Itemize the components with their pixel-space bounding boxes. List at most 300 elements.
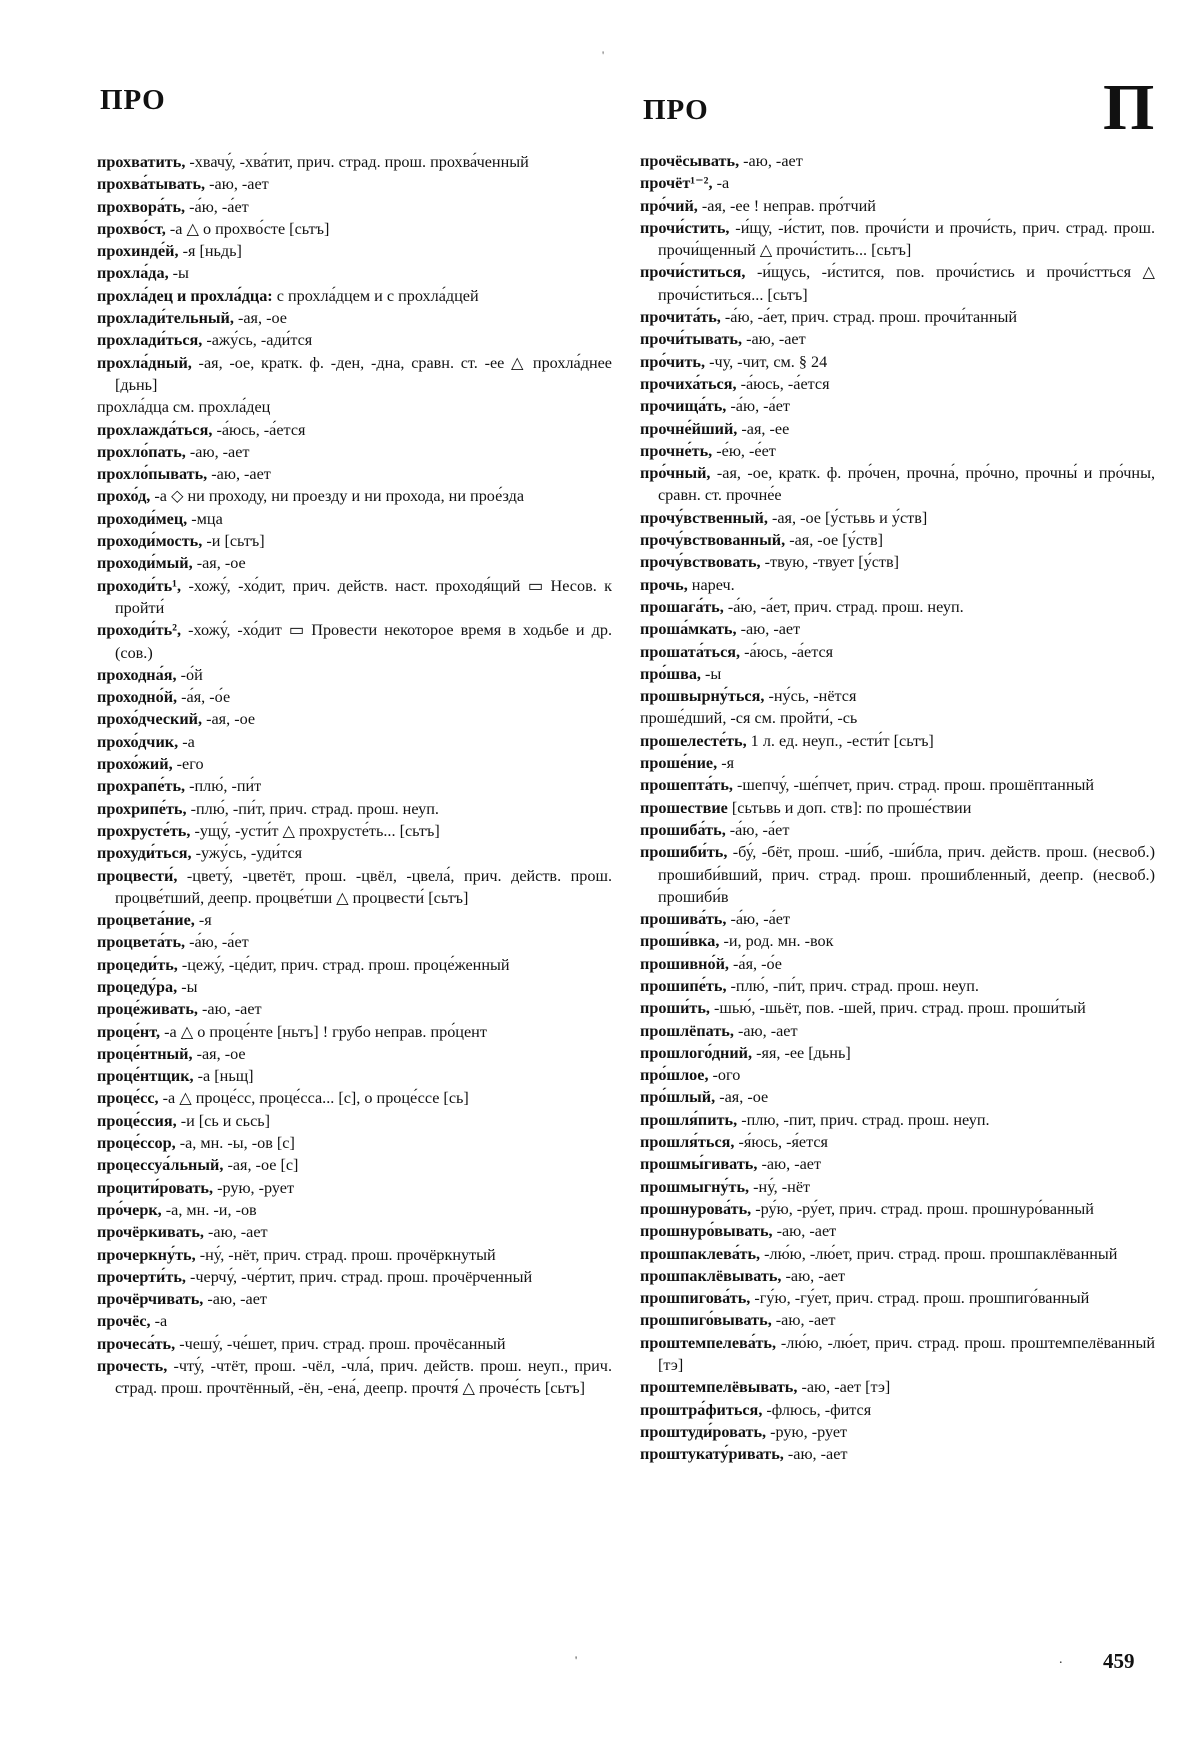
entry-body: -аю, -ает <box>772 1222 837 1241</box>
dictionary-entry <box>97 731 612 753</box>
entry-body: -гу́ю, -гу́ет, прич. страд. прош. прошпиго́ванный <box>750 1289 1090 1308</box>
dictionary-entry <box>640 1020 1155 1042</box>
entry-body: -хожу́, -хо́дит ▭ Провести некоторое время в ходьбе и др. (сов.) <box>115 621 612 662</box>
dictionary-entry <box>640 1220 1155 1242</box>
entry-headword: проши́ть, <box>640 999 710 1018</box>
entry-body: [сьтьвь и доп. ств]: по проше́ствии <box>727 798 972 817</box>
entry-headword: прохуди́ться, <box>97 844 192 863</box>
entry-headword: прочеркну́ть, <box>97 1245 196 1264</box>
entry-body: -а́ю, -а́ет <box>726 910 791 929</box>
entry-body: -цвету́, -цветёт, прош. -цвёл, -цвела́, прич. действ. прош. процве́тший, деепр. процве́тши △ процвести́ [сьтъ] <box>115 866 612 907</box>
entry-body: -и́щусь, -и́стится, пов. прочи́стись и прочи́стться △ прочи́ститься... [сьтъ] <box>658 263 1155 304</box>
entry-headword: прохрапе́ть, <box>97 777 186 796</box>
entry-headword: прошлёпать, <box>640 1021 734 1040</box>
dictionary-entry <box>97 240 612 262</box>
entry-body: -а ◇ ни проходу, ни проезду и ни прохода, ни прое́зда <box>150 487 525 506</box>
dictionary-entry <box>640 730 1155 752</box>
dictionary-entry <box>640 707 1155 729</box>
entry-body: -твую, -твует [у́ств] <box>760 553 900 572</box>
entry-body: -аю, -ает <box>205 175 269 194</box>
dictionary-entry <box>97 1087 612 1109</box>
dictionary-entry <box>97 865 612 910</box>
dictionary-entry <box>640 418 1155 440</box>
entry-body: -а́я, -о́е <box>177 688 231 707</box>
entry-headword: прохрипе́ть, <box>97 799 187 818</box>
entry-headword: прочи́стить, <box>640 218 730 237</box>
dictionary-entry <box>640 1443 1155 1465</box>
entry-body: -аю, -ает <box>733 1021 798 1040</box>
entry-body: -лю́ю, -лю́ет, прич. страд. прош. проштемпелёванный [тэ] <box>658 1333 1155 1375</box>
entry-body: -ая, -ое <box>715 1088 769 1107</box>
entry-headword: прохва́тывать, <box>97 175 206 194</box>
entry-headword: про́чный, <box>640 464 711 483</box>
entry-headword: прошепта́ть, <box>640 776 733 795</box>
dictionary-entry <box>640 217 1155 262</box>
entry-body: -аю, -ает <box>771 1311 836 1330</box>
entry-headword: прохлади́тельный, <box>97 309 234 328</box>
entry-headword: прочне́йший, <box>640 419 738 438</box>
entry-body: прохла́дца см. прохла́дец <box>97 398 271 417</box>
dictionary-entry <box>97 575 612 620</box>
entry-body: 1 л. ед. неуп., -ести́т [сьтъ] <box>746 731 934 750</box>
dictionary-entry <box>97 1310 612 1332</box>
dictionary-entry <box>97 352 612 397</box>
entry-headword: прошвырну́ться, <box>640 687 765 706</box>
entry-body: -я <box>717 754 735 773</box>
dictionary-entry <box>640 1064 1155 1086</box>
entry-body: -плю́, -пи́т, прич. страд. прош. неуп. <box>186 799 439 818</box>
entry-headword: прохло́пать, <box>97 442 186 461</box>
dictionary-entry <box>97 196 612 218</box>
dictionary-entry <box>640 574 1155 596</box>
entry-body: -аю, -ает <box>781 1266 846 1285</box>
entry-body: -и [сь и сьсь] <box>176 1111 271 1130</box>
entry-headword: прочу́вствованный, <box>640 531 786 550</box>
entry-headword: прочи́тывать, <box>640 330 743 349</box>
entry-headword: про́шлый, <box>640 1088 716 1107</box>
entry-body: проше́дший, -ся см. пройти́, -сь <box>640 709 858 728</box>
dictionary-entry <box>640 841 1155 908</box>
entry-headword: прохло́пывать, <box>97 465 208 484</box>
entry-headword: процеду́ра, <box>97 977 178 996</box>
entry-body: -ру́ю, -ру́ет, прич. страд. прош. прошнуро́ванный <box>751 1199 1094 1218</box>
dictionary-entry <box>97 931 612 953</box>
entry-headword: прошива́ть, <box>640 910 727 929</box>
entry-body: -цежу́, -це́дит, прич. страд. прош. проце́женный <box>177 955 510 974</box>
entry-headword: процвета́ть, <box>97 933 186 952</box>
dictionary-entry <box>640 172 1155 194</box>
entry-body: -ая, -ое [у́ств] <box>785 531 883 550</box>
entry-body: -аю, -ает <box>197 1000 262 1019</box>
dictionary-entry <box>640 507 1155 529</box>
entry-body: -а, мн. -и, -ов <box>161 1200 257 1219</box>
entry-headword: прочь, <box>640 575 688 594</box>
entry-body: -а <box>712 174 730 193</box>
entry-body: -ну́, -нёт, прич. страд. прош. прочёркнутый <box>195 1245 496 1264</box>
entry-body: -хожу́, -хо́дит, прич. действ. наст. проходя́щий ▭ Несов. к пройти́ <box>115 576 612 617</box>
entry-headword: прохо́дчик, <box>97 732 179 751</box>
entry-body: -а́юсь, -а́ется <box>740 642 834 661</box>
entry-headword: прошнуро́вывать, <box>640 1222 773 1241</box>
entry-body: -а, мн. -ы, -ов [с] <box>175 1134 295 1153</box>
dictionary-entry <box>97 1288 612 1310</box>
entry-body: с прохла́дцем и с прохла́дцей <box>272 286 479 305</box>
entry-headword: прохватить, <box>97 153 186 171</box>
entry-body: -ы <box>177 977 198 996</box>
entry-headword: процити́ровать, <box>97 1178 214 1197</box>
dictionary-entry <box>640 1399 1155 1421</box>
dictionary-entry <box>97 1154 612 1176</box>
entry-body: -шью́, -шьёт, пов. -шей, прич. страд. прош. проши́тый <box>709 999 1086 1018</box>
entry-headword: прошлого́дний, <box>640 1043 753 1062</box>
dictionary-entry <box>640 1421 1155 1443</box>
entry-body: -плю́, -пи́т <box>185 777 262 796</box>
entry-headword: прочища́ть, <box>640 397 727 416</box>
dictionary-entry <box>640 685 1155 707</box>
dictionary-entry <box>97 708 612 730</box>
entry-headword: прошествие <box>640 798 728 817</box>
entry-headword: проце́живать, <box>97 1000 198 1019</box>
entry-headword: прочу́вственный, <box>640 508 768 527</box>
entry-headword: прохла́дец и прохла́дца: <box>97 286 273 305</box>
dictionary-entry <box>640 529 1155 551</box>
entry-body: -бу́, -бёт, прош. -ши́б, -ши́бла, прич. действ. прош. (несвоб.) прошиби́вший, прич. страд. прош. прошибленный, деепр. (несвоб.) прошиби́в <box>658 843 1155 906</box>
entry-body: -аю, -ает <box>185 442 250 461</box>
print-mark-top: ' <box>602 48 605 62</box>
entry-body: -а́ю, -а́ет <box>726 397 791 416</box>
entry-headword: прохла́да, <box>97 264 169 283</box>
entry-body: -флюсь, -фится <box>762 1400 872 1419</box>
dictionary-entry <box>97 775 612 797</box>
dictionary-entry <box>640 930 1155 952</box>
entry-headword: прочёт¹⁻², <box>640 174 713 193</box>
entry-body: -аю, -ает <box>203 1223 268 1242</box>
dictionary-entry <box>97 798 612 820</box>
entry-headword: прочерти́ть, <box>97 1267 186 1286</box>
entry-headword: прошля́ться, <box>640 1133 735 1152</box>
entry-body: -а △ о прохво́сте [сьтъ] <box>165 219 330 238</box>
entry-body: -аю, -ает <box>742 330 806 349</box>
entry-headword: проштра́фиться, <box>640 1400 763 1419</box>
entry-headword: прочне́ть, <box>640 441 713 460</box>
entry-headword: про́шва, <box>640 664 701 683</box>
dictionary-entry <box>640 774 1155 796</box>
entry-body: -его <box>172 755 204 774</box>
dictionary-entry <box>97 842 612 864</box>
entry-headword: процвета́ние, <box>97 911 195 930</box>
entry-headword: про́чий, <box>640 196 698 215</box>
entry-headword: прохла́дный, <box>97 353 192 372</box>
dictionary-entry <box>97 1110 612 1132</box>
entry-headword: про́шлое, <box>640 1066 709 1085</box>
dictionary-entry <box>640 663 1155 685</box>
entry-body: -ая, -ое <box>202 710 256 729</box>
entry-body: -аю, -ает <box>207 465 271 484</box>
entry-body: -ая, -ое, кратк. ф. -ден, -дна, сравн. ст. -ее △ прохла́днее [дьнь] <box>115 353 612 394</box>
dictionary-entry <box>97 1177 612 1199</box>
dictionary-entry <box>640 819 1155 841</box>
entry-body: -а́ю, -а́ет <box>185 197 249 216</box>
entry-headword: проходи́мый, <box>97 554 193 573</box>
dictionary-entry <box>640 1243 1155 1265</box>
dictionary-entry <box>640 1287 1155 1309</box>
entry-headword: проце́нтщик, <box>97 1067 194 1086</box>
dictionary-entry <box>97 954 612 976</box>
entry-headword: прохо́жий, <box>97 755 173 774</box>
dictionary-entry <box>97 1021 612 1043</box>
dictionary-entry <box>97 1244 612 1266</box>
dictionary-entry <box>97 619 612 664</box>
entry-body: -а <box>178 732 195 751</box>
dictionary-entry <box>97 173 612 195</box>
dictionary-entry <box>640 908 1155 930</box>
dictionary-entry <box>640 195 1155 217</box>
entry-headword: прочу́вствовать, <box>640 553 761 572</box>
entry-body: -хвачу́, -хва́тит, прич. страд. прош. прохва́ченный <box>185 153 529 171</box>
dictionary-entry <box>640 150 1155 172</box>
entry-headword: проше́ние, <box>640 754 718 773</box>
entry-body: -ая, -ое, кратк. ф. про́чен, прочна́, про́чно, прочны́ и про́чны, сравн. ст. прочне́е <box>658 464 1155 505</box>
dictionary-entry <box>640 1309 1155 1331</box>
entry-headword: про́чить, <box>640 352 706 371</box>
dictionary-entry <box>640 328 1155 350</box>
entry-body: -и [сьтъ] <box>202 532 265 551</box>
entry-headword: процвести́, <box>97 866 178 885</box>
dictionary-entry <box>97 419 612 441</box>
entry-headword: прочёсывать, <box>640 152 740 170</box>
running-head-right: ПРО <box>643 94 709 126</box>
entry-headword: проштукату́ривать, <box>640 1445 784 1464</box>
entry-body: -а <box>150 1312 168 1331</box>
dictionary-entry <box>640 1198 1155 1220</box>
dictionary-entry <box>640 1042 1155 1064</box>
running-head-left: ПРО <box>100 84 166 116</box>
entry-body: -аю, -ает <box>739 152 803 170</box>
entry-headword: прочита́ть, <box>640 308 721 327</box>
entry-headword: проша́мкать, <box>640 620 737 639</box>
entry-body: -ая, -ое [у́стьвь и у́ств] <box>767 508 928 527</box>
entry-headword: проходна́я, <box>97 665 177 684</box>
entry-headword: прошата́ться, <box>640 642 741 661</box>
dictionary-entry <box>640 373 1155 395</box>
dictionary-entry <box>97 976 612 998</box>
entry-body: -я́юсь, -я́ется <box>734 1133 828 1152</box>
entry-body: -а́ю, -а́ет, прич. страд. прош. прочи́танный <box>720 308 1018 327</box>
left-column <box>97 151 612 1400</box>
entry-body: -аю, -ает <box>736 620 801 639</box>
entry-headword: проштуди́ровать, <box>640 1422 767 1441</box>
entry-headword: прочиха́ться, <box>640 374 737 393</box>
entry-body: -чу, -чит, см. § 24 <box>705 352 828 371</box>
page-number: 459 <box>1103 1649 1135 1673</box>
entry-body: -ая, -ое <box>192 1044 246 1063</box>
entry-body: -плю, -пит, прич. страд. прош. неуп. <box>737 1110 990 1129</box>
entry-body: -ая, -ое <box>233 309 287 328</box>
entry-body: -яя, -ее [дьнь] <box>752 1043 851 1062</box>
dictionary-entry <box>97 441 612 463</box>
entry-body: -а́я, -о́е <box>728 954 782 973</box>
entry-body: -аю, -ает <box>783 1445 848 1464</box>
entry-headword: прочёркивать, <box>97 1223 204 1242</box>
entry-headword: прошипе́ть, <box>640 976 727 995</box>
dictionary-entry <box>640 1086 1155 1108</box>
entry-headword: прохо́д, <box>97 487 151 506</box>
entry-body: -о́й <box>176 665 203 684</box>
entry-body: -ну́, -нёт <box>749 1177 811 1196</box>
dictionary-entry <box>97 262 612 284</box>
entry-body: -я <box>194 911 212 930</box>
entry-headword: прошпигова́ть, <box>640 1289 751 1308</box>
entry-body: -а́ю, -а́ет <box>725 820 790 839</box>
entry-body: -ажу́сь, -ади́тся <box>202 331 313 350</box>
entry-headword: прохинде́й, <box>97 242 179 261</box>
entry-body: -а △ о проце́нте [ньтъ] ! грубо неправ. про́цент <box>160 1022 487 1041</box>
dictionary-entry <box>640 752 1155 774</box>
dictionary-entry <box>640 1332 1155 1377</box>
entry-headword: прошля́пить, <box>640 1110 738 1129</box>
entry-headword: прошнурова́ть, <box>640 1199 752 1218</box>
entry-body: -а △ проце́сс, проце́сса... [с], о проце́ссе [сь] <box>158 1089 469 1108</box>
print-mark-dot: . <box>1059 1652 1063 1667</box>
dictionary-entry <box>640 551 1155 573</box>
dictionary-entry <box>97 508 612 530</box>
entry-headword: проходи́ть¹, <box>97 576 182 595</box>
dictionary-entry <box>97 1266 612 1288</box>
dictionary-entry <box>97 218 612 240</box>
entry-headword: прохрусте́ть, <box>97 821 191 840</box>
entry-headword: проши́вка, <box>640 932 720 951</box>
entry-headword: процеди́ть, <box>97 955 178 974</box>
dictionary-entry <box>97 530 612 552</box>
entry-body: -ущу́, -усти́т △ прохрусте́ть... [сьтъ] <box>190 821 440 840</box>
entry-body: -и́щу, -и́стит, пов. прочи́сти и прочи́сть, прич. страд. прош. прочи́щенный △ прочи́стить... [сьтъ] <box>658 218 1155 260</box>
dictionary-entry <box>97 485 612 507</box>
dictionary-entry <box>97 1199 612 1221</box>
dictionary-entry <box>97 686 612 708</box>
entry-body: -чту́, -чтёт, прош. -чёл, -чла́, прич. действ. прош. неуп., прич. страд. прош. прочтённый, -ён, -ена́, деепр. прочтя́ △ проче́сть [сьтъ] <box>115 1357 612 1398</box>
entry-body: -а́юсь, -а́ется <box>736 374 830 393</box>
entry-headword: прочесть, <box>97 1357 168 1376</box>
entry-headword: прохво́ст, <box>97 219 166 238</box>
entry-headword: проце́нт, <box>97 1022 161 1041</box>
entry-body: -а [ньщ] <box>193 1067 254 1086</box>
dictionary-entry <box>640 997 1155 1019</box>
entry-headword: прохо́дческий, <box>97 710 203 729</box>
entry-headword: проштемпелева́ть, <box>640 1333 777 1352</box>
entry-headword: проце́сс, <box>97 1089 159 1108</box>
entry-headword: проштемпелёвывать, <box>640 1378 798 1397</box>
entry-body: -я [ньдь] <box>178 242 242 261</box>
entry-body: -мца <box>187 509 223 528</box>
print-mark-bottom: ' <box>575 1653 578 1667</box>
entry-headword: прошивно́й, <box>640 954 729 973</box>
entry-headword: проце́нтный, <box>97 1044 193 1063</box>
entry-headword: проходи́ть², <box>97 621 182 640</box>
entry-body: -е́ю, -е́ет <box>712 441 776 460</box>
dictionary-entry <box>97 909 612 931</box>
right-column <box>640 150 1155 1466</box>
dictionary-entry <box>97 1065 612 1087</box>
dictionary-entry <box>97 1221 612 1243</box>
dictionary-entry <box>97 1355 612 1400</box>
dictionary-entry <box>640 462 1155 507</box>
entry-headword: прошмы́гивать, <box>640 1155 758 1174</box>
dictionary-entry <box>97 151 612 173</box>
entry-headword: прохлади́ться, <box>97 331 203 350</box>
entry-body: -ы <box>700 664 722 683</box>
dictionary-entry <box>97 285 612 307</box>
dictionary-entry <box>640 1176 1155 1198</box>
entry-headword: прошага́ть, <box>640 597 724 616</box>
dictionary-entry <box>640 306 1155 328</box>
entry-headword: процессуа́льный, <box>97 1156 224 1175</box>
entry-headword: прочеса́ть, <box>97 1334 176 1353</box>
dictionary-entry <box>640 440 1155 462</box>
entry-headword: проходно́й, <box>97 688 178 707</box>
entry-body: -ая, -ее ! неправ. про́тчий <box>697 196 876 215</box>
entry-headword: прочи́ститься, <box>640 263 746 282</box>
entry-body: нареч. <box>687 575 735 594</box>
dictionary-entry <box>640 1131 1155 1153</box>
entry-headword: проце́ссор, <box>97 1134 176 1153</box>
dictionary-entry <box>97 1043 612 1065</box>
entry-headword: прочёс, <box>97 1312 151 1331</box>
entry-headword: прошпаклева́ть, <box>640 1244 761 1263</box>
entry-body: -аю, -ает [тэ] <box>797 1378 891 1397</box>
dictionary-entry <box>640 618 1155 640</box>
dictionary-entry <box>640 1376 1155 1398</box>
entry-headword: прохлажда́ться, <box>97 420 213 439</box>
dictionary-entry <box>97 820 612 842</box>
entry-headword: прошмыгну́ть, <box>640 1177 750 1196</box>
entry-body: -и, род. мн. -вок <box>719 932 834 951</box>
dictionary-entry <box>97 463 612 485</box>
entry-headword: прошпиго́вывать, <box>640 1311 772 1330</box>
entry-body: -шепчу́, -ше́пчет, прич. страд. прош. прошёптанный <box>732 776 1095 795</box>
dictionary-entry <box>640 953 1155 975</box>
dictionary-entry <box>97 307 612 329</box>
entry-headword: прошпаклёвывать, <box>640 1266 782 1285</box>
section-letter: П <box>1103 71 1155 144</box>
entry-body: -плю́, -пи́т, прич. страд. прош. неуп. <box>726 976 979 995</box>
entry-body: -ого <box>708 1066 741 1085</box>
entry-body: -аю, -ает <box>203 1290 268 1309</box>
dictionary-entry <box>640 596 1155 618</box>
entry-body: -ы <box>168 264 189 283</box>
entry-headword: проходи́мец, <box>97 509 188 528</box>
dictionary-entry <box>640 641 1155 663</box>
entry-headword: прошиби́ть, <box>640 843 728 862</box>
dictionary-entry <box>97 329 612 351</box>
entry-body: -ужу́сь, -уди́тся <box>191 844 303 863</box>
entry-body: -ну́сь, -нётся <box>764 687 857 706</box>
dictionary-entry <box>640 1153 1155 1175</box>
entry-headword: прохвора́ть, <box>97 197 186 216</box>
entry-body: -а́юсь, -а́ется <box>212 420 306 439</box>
entry-headword: проходи́мость, <box>97 532 203 551</box>
entry-headword: про́черк, <box>97 1200 162 1219</box>
dictionary-entry <box>640 975 1155 997</box>
dictionary-entry <box>97 664 612 686</box>
dictionary-entry <box>97 552 612 574</box>
dictionary-entry <box>97 1333 612 1355</box>
dictionary-entry <box>640 797 1155 819</box>
dictionary-entry <box>640 395 1155 417</box>
entry-body: -ая, -ое [с] <box>223 1156 299 1175</box>
entry-body: -лю́ю, -лю́ет, прич. страд. прош. прошпаклёванный <box>760 1244 1118 1263</box>
dictionary-entry <box>640 1265 1155 1287</box>
entry-body: -чешу́, -че́шет, прич. страд. прош. прочёсанный <box>175 1334 506 1353</box>
